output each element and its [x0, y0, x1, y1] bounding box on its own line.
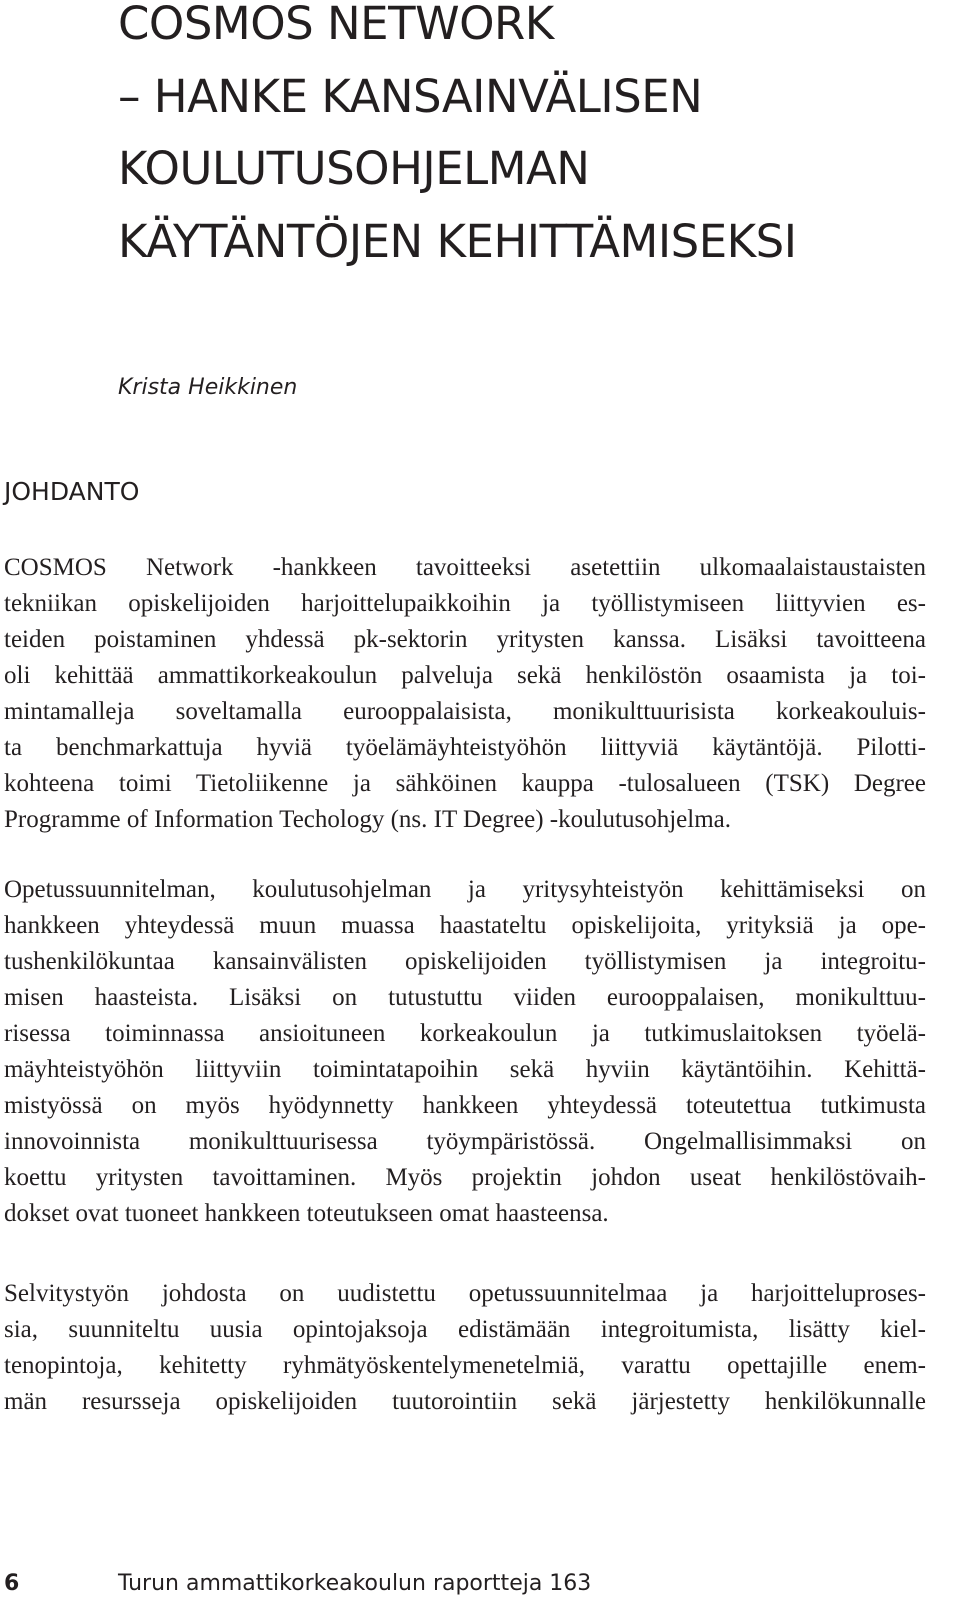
text-line: kohteena toimi Tietoliikenne ja sähköinen kauppa -tulosalueen (TSK) Degree [4, 770, 926, 797]
page-number: 6 [4, 1571, 20, 1596]
text-line: sia, suunniteltu uusia opintojaksoja edistämään integroitumista, lisätty kiel- [4, 1316, 926, 1343]
text-line: ta benchmarkattuja hyviä työelämäyhteistyöhön liittyviä käytäntöjä. Pilotti- [4, 734, 926, 761]
text-line: mintamalleja soveltamalla eurooppalaisista, monikulttuurisista korkeakouluis- [4, 698, 926, 725]
title-line: – HANKE KANSAINVÄLISEN [118, 69, 703, 123]
page-footer [4, 1564, 934, 1604]
text-line: koettu yritysten tavoittaminen. Myös projektin johdon useat henkilöstövaih- [4, 1164, 926, 1191]
text-line: risessa toiminnassa ansioituneen korkeakoulun ja tutkimuslaitoksen työelä- [4, 1020, 926, 1047]
text-line: tekniikan opiskelijoiden harjoittelupaikkoihin ja työllistymiseen liittyvien es- [4, 590, 926, 617]
text-line: oli kehittää ammattikorkeakoulun palveluja sekä henkilöstön osaamista ja toi- [4, 662, 926, 689]
section-heading: JOHDANTO [4, 477, 140, 506]
article-title [118, 0, 796, 278]
title-line: KOULUTUSOHJELMAN [118, 142, 590, 195]
text-line: tushenkilökuntaa kansainvälisten opiskelijoiden työllistymisen ja integroitu- [4, 948, 926, 975]
text-line: misen haasteista. Lisäksi on tutustuttu viiden eurooppalaisen, monikulttuu- [4, 984, 926, 1011]
body-paragraph [4, 872, 926, 1232]
text-line: hankkeen yhteydessä muun muassa haastateltu opiskelijoita, yrityksiä ja ope- [4, 912, 926, 939]
author-name: Krista Heikkinen [118, 375, 298, 400]
text-line: teiden poistaminen yhdessä pk-sektorin yritysten kanssa. Lisäksi tavoitteena [4, 626, 926, 653]
text-line: tenopintoja, kehitetty ryhmätyöskentelymenetelmiä, varattu opettajille enem- [4, 1352, 926, 1379]
text-line: COSMOS Network -hankkeen tavoitteeksi asetettiin ulkomaalaistaustaisten [4, 554, 926, 581]
title-line: COSMOS NETWORK [118, 0, 554, 50]
body-paragraph [4, 1276, 926, 1420]
text-line: män resursseja opiskelijoiden tuutorointiin sekä järjestetty henkilökunnalle [4, 1388, 926, 1415]
text-line: Selvitystyön johdosta on uudistettu opetussuunnitelmaa ja harjoitteluproses- [4, 1280, 926, 1307]
body-paragraph [4, 550, 926, 838]
publication-title: Turun ammattikorkeakoulun raportteja 163 [118, 1571, 592, 1596]
title-line: KÄYTÄNTÖJEN KEHITTÄMISEKSI [118, 214, 797, 268]
text-line: Programme of Information Techology (ns. IT Degree) -koulutusohjelma. [4, 806, 732, 833]
text-line: Opetussuunnitelman, koulutusohjelman ja yritysyhteistyön kehittämiseksi on [4, 876, 926, 903]
text-line: innovoinnista monikulttuurisessa työympäristössä. Ongelmallisimmaksi on [4, 1128, 926, 1155]
text-line: dokset ovat tuoneet hankkeen toteutukseen omat haasteensa. [4, 1200, 609, 1227]
text-line: mistyössä on myös hyödynnetty hankkeen yhteydessä toteutettua tutkimusta [4, 1092, 926, 1119]
text-line: mäyhteistyöhön liittyviin toimintatapoihin sekä hyviin käytäntöihin. Kehittä- [4, 1056, 926, 1083]
